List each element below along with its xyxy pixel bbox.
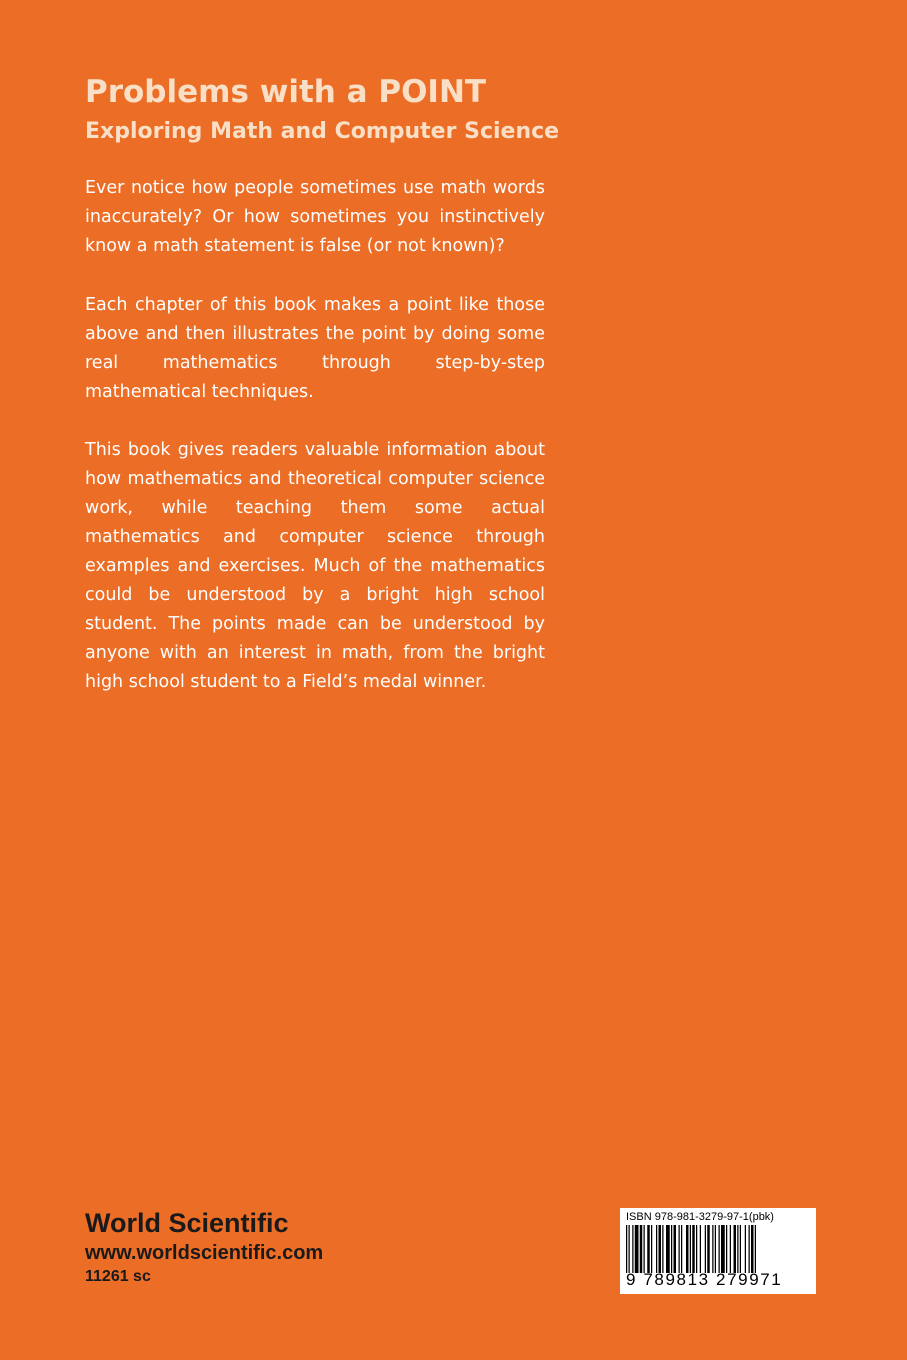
barcode-bar bbox=[696, 1225, 697, 1273]
barcode-bar bbox=[626, 1225, 627, 1273]
barcode-bar bbox=[755, 1225, 756, 1273]
barcode-bar bbox=[644, 1225, 645, 1273]
barcode-bar bbox=[745, 1225, 746, 1273]
blurb-paragraph-1: Ever notice how people sometimes use math words inaccurately? Or how sometimes you instinctively know a math statement is false (or not known)? bbox=[85, 178, 545, 256]
barcode-bar bbox=[730, 1225, 731, 1273]
catalog-code: 11261 sc bbox=[85, 1268, 151, 1285]
barcode-bar bbox=[740, 1225, 741, 1273]
barcode-bar bbox=[640, 1225, 643, 1273]
publisher-name: World Scientific bbox=[85, 1208, 289, 1238]
barcode-bar bbox=[651, 1225, 652, 1273]
barcode-bar bbox=[674, 1225, 677, 1273]
barcode-bar bbox=[679, 1225, 680, 1273]
book-subtitle: Exploring Math and Computer Science bbox=[85, 119, 560, 144]
barcode-bar bbox=[734, 1225, 737, 1273]
barcode-bar bbox=[692, 1225, 695, 1273]
barcode-bar bbox=[751, 1225, 754, 1273]
barcode-bar bbox=[712, 1225, 713, 1273]
barcode-bar bbox=[659, 1225, 662, 1273]
barcode-bar bbox=[719, 1225, 720, 1273]
barcode-bar bbox=[666, 1225, 670, 1273]
barcode-bar bbox=[632, 1225, 633, 1273]
barcode-bar bbox=[671, 1225, 672, 1273]
barcode-bar bbox=[690, 1225, 691, 1273]
blurb-paragraph-2: Each chapter of this book makes a point like those above and then illustrates the point by doing some real mathematics through step-by-step mathematical techniques. bbox=[85, 295, 545, 402]
isbn-barcode bbox=[620, 1208, 816, 1294]
barcode-bar bbox=[686, 1225, 689, 1273]
barcode-bar bbox=[629, 1225, 630, 1273]
barcode-bar bbox=[707, 1225, 710, 1273]
barcode-bar bbox=[749, 1225, 750, 1273]
book-title: Problems with a POINT bbox=[85, 74, 487, 110]
barcode-bar bbox=[681, 1225, 682, 1273]
barcode-bar bbox=[726, 1225, 727, 1273]
barcode-bar bbox=[721, 1225, 725, 1273]
barcode-bar bbox=[635, 1225, 639, 1273]
blurb-paragraph-3: This book gives readers valuable information about how mathematics and theoretical computer science work, while teaching them some actual mathematics and computer science through examples and exercises. Much of the mathematics could be understood by a bright high school student. The points made can be understood by anyone with an interest in math, from the bright high school student to a Field’s medal winner. bbox=[85, 440, 545, 692]
barcode-bar bbox=[700, 1225, 701, 1273]
barcode-bar bbox=[737, 1225, 738, 1273]
barcode-bar bbox=[647, 1225, 650, 1273]
barcode-bar bbox=[705, 1225, 706, 1273]
publisher-website: www.worldscientific.com bbox=[85, 1242, 324, 1264]
barcode-bar bbox=[662, 1225, 663, 1273]
barcode-bar bbox=[715, 1225, 716, 1273]
barcode-digits: 9 789813 279971 bbox=[626, 1270, 783, 1289]
barcode-bars bbox=[626, 1225, 810, 1273]
isbn-label: ISBN 978-981-3279-97-1(pbk) bbox=[626, 1211, 774, 1223]
barcode-bar bbox=[656, 1225, 657, 1273]
